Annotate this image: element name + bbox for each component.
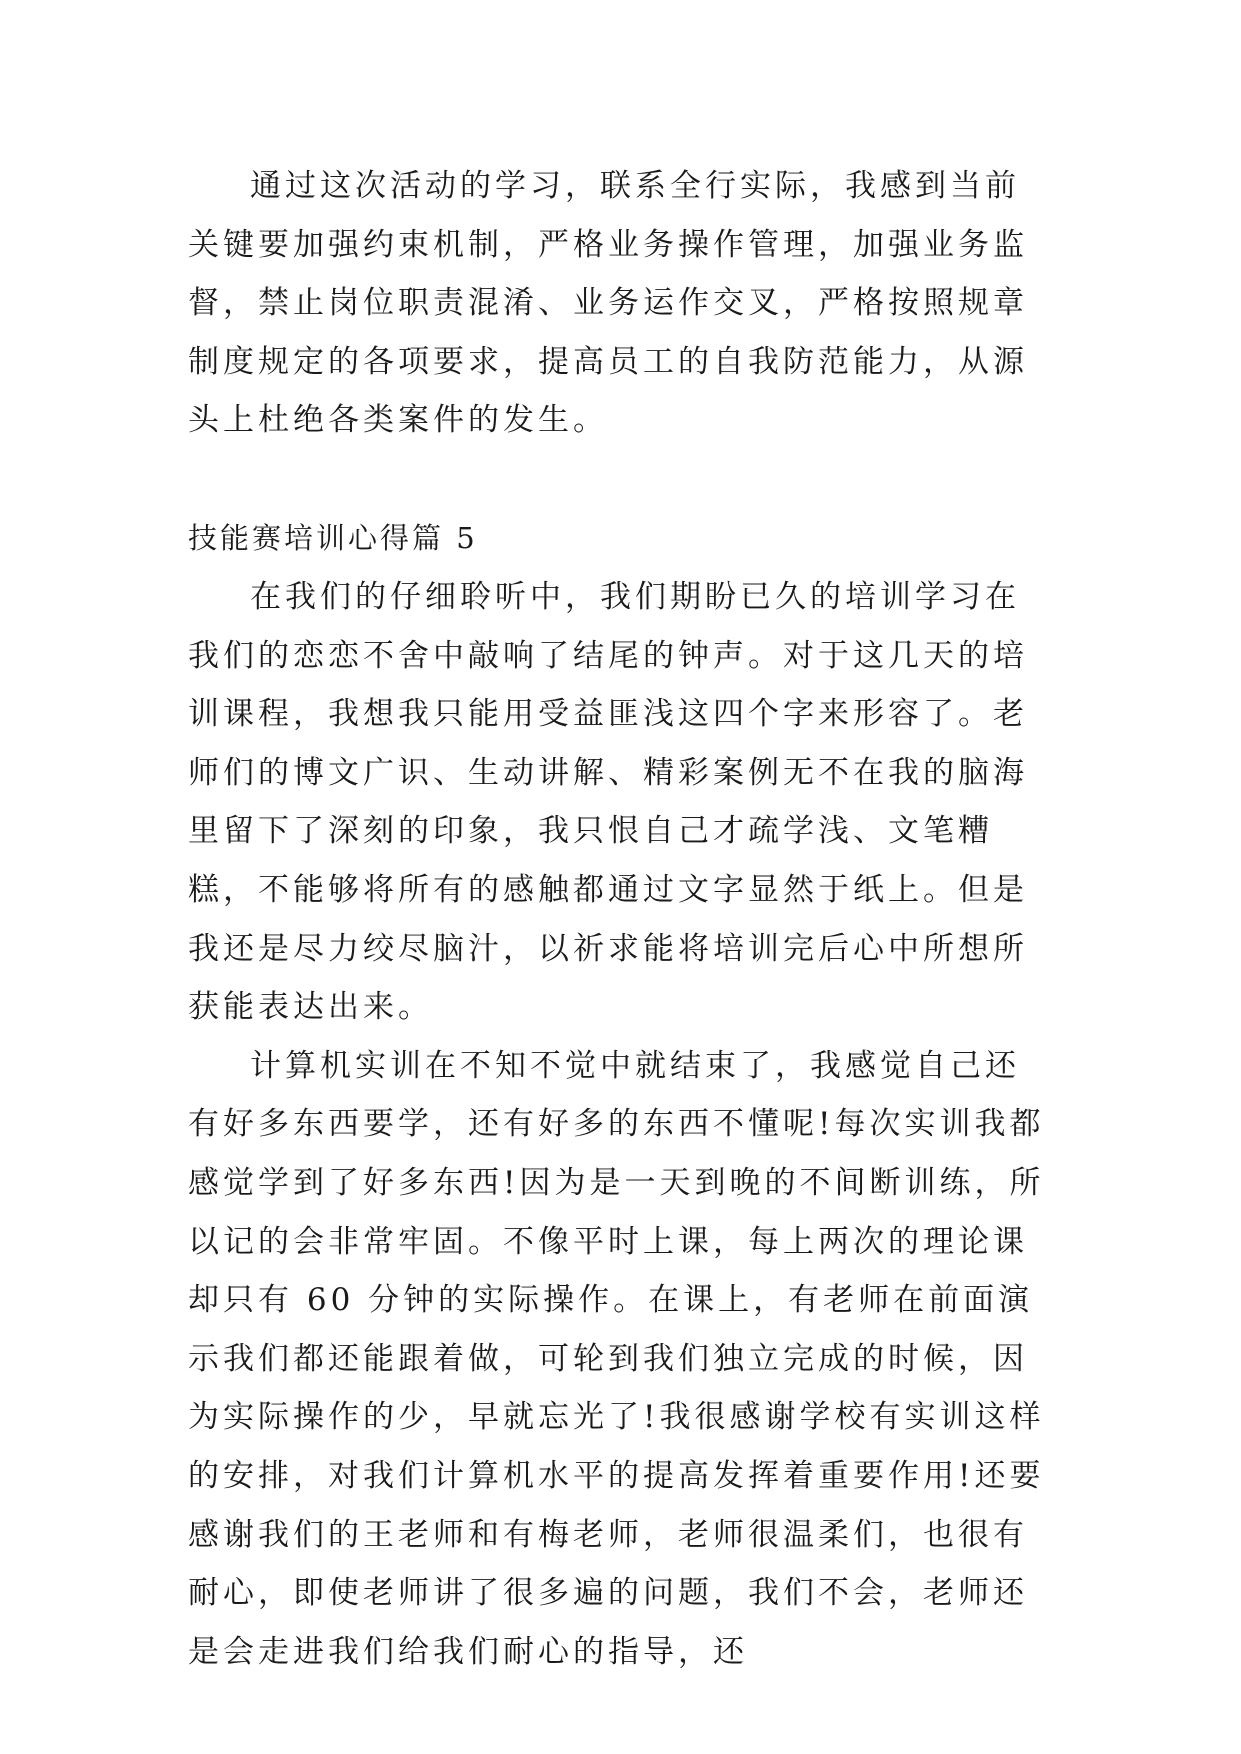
intro-text-block	[188, 157, 1054, 450]
section-body	[188, 568, 1054, 1681]
paragraph-2: 计算机实训在不知不觉中就结束了，我感觉自己还有好多东西要学，还有好多的东西不懂呢!每次实训我都感觉学到了好多东西!因为是一天到晚的不间断训练，所以记的会非常牢固。不像平时上课，每上两次的理论课却只有 60 分钟的实际操作。在课上，有老师在前面演示我们都还能跟着做，可轮到我们独立完成的时候，因为实际操作的少，早就忘光了!我很感谢学校有实训这样的安排，对我们计算机水平的提高发挥着重要作用!还要感谢我们的王老师和有梅老师，老师很温柔们，也很有耐心，即使老师讲了很多遍的问题，我们不会，老师还是会走进我们给我们耐心的指导，还	[188, 1047, 1045, 1670]
paragraph-1: 在我们的仔细聆听中，我们期盼已久的培训学习在我们的恋恋不舍中敲响了结尾的钟声。对于这几天的培训课程，我想我只能用受益匪浅这四个字来形容了。老师们的博文广识、生动讲解、精彩案例无不在我的脑海里留下了深刻的印象，我只恨自己才疏学浅、文笔糟糕，不能够将所有的感触都通过文字显然于纸上。但是我还是尽力绞尽脑汁，以祈求能将培训完后心中所想所获能表达出来。	[188, 579, 1028, 1026]
section-heading: 技能赛培训心得篇 5	[188, 521, 478, 555]
paragraph-intro: 通过这次活动的学习，联系全行实际，我感到当前关键要加强约束机制，严格业务操作管理，加强业务监督，禁止岗位职责混淆、业务运作交叉，严格按照规章制度规定的各项要求，提高员工的自我防范能力，从源头上杜绝各类案件的发生。	[188, 168, 1028, 439]
